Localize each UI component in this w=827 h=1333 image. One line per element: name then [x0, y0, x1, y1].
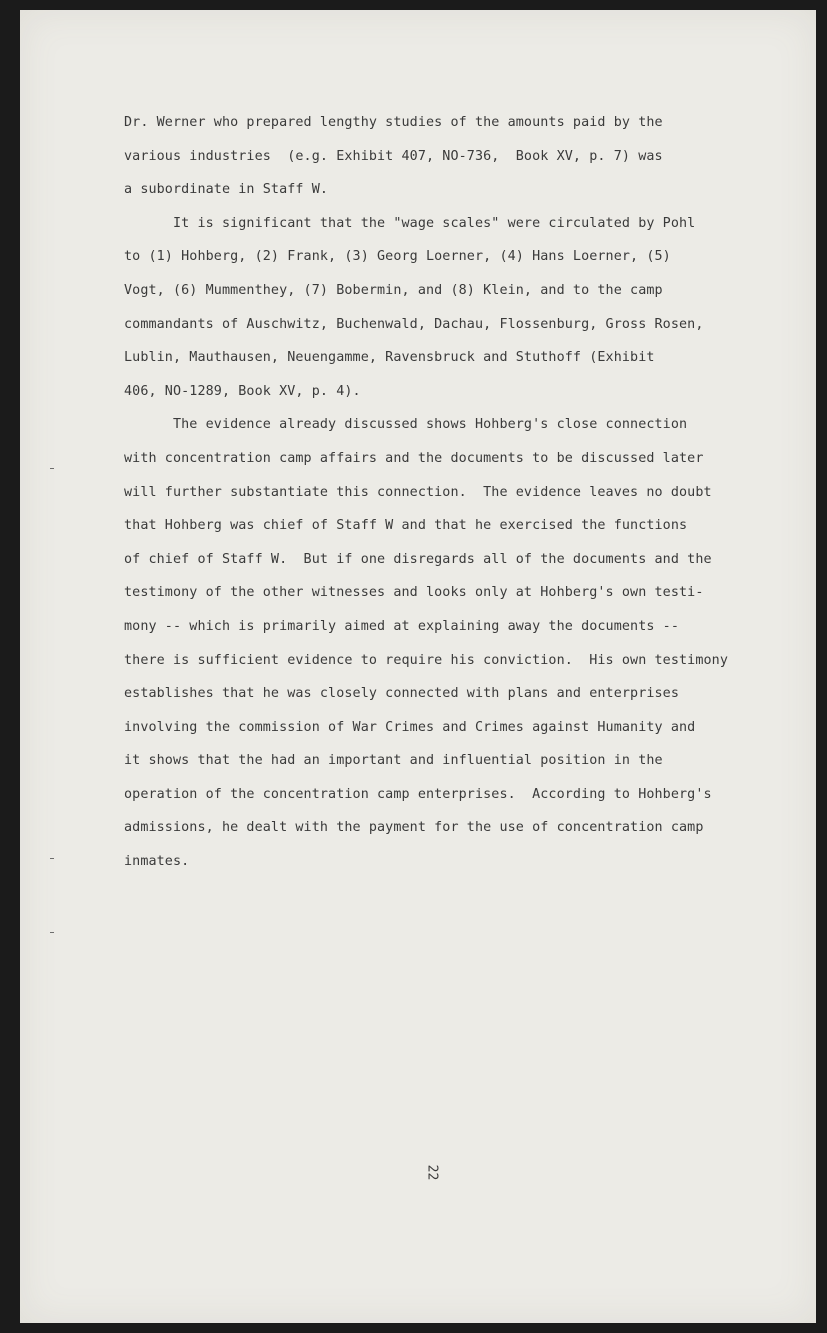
text-line: there is sufficient evidence to require his conviction. His own testimony	[124, 652, 728, 668]
margin-mark	[50, 468, 54, 469]
text-line: of chief of Staff W. But if one disregards all of the documents and the	[124, 551, 712, 567]
text-line: It is significant that the "wage scales" were circulated by Pohl	[124, 215, 696, 231]
text-line: admissions, he dealt with the payment for the use of concentration camp	[124, 820, 704, 836]
text-line: operation of the concentration camp enterprises. According to Hohberg's	[124, 786, 712, 802]
text-line: to (1) Hohberg, (2) Frank, (3) Georg Loerner, (4) Hans Loerner, (5)	[124, 249, 671, 265]
page-number: 22	[424, 1164, 440, 1181]
text-line: establishes that he was closely connected with plans and enterprises	[124, 686, 680, 702]
text-line: a subordinate in Staff W.	[124, 182, 329, 198]
text-line: that Hohberg was chief of Staff W and that he exercised the functions	[124, 518, 688, 534]
text-line: mony -- which is primarily aimed at explaining away the documents --	[124, 618, 680, 634]
text-line: testimony of the other witnesses and looks only at Hohberg's own testi-	[124, 585, 704, 601]
text-line: The evidence already discussed shows Hohberg's close connection	[124, 417, 688, 433]
text-line: Lublin, Mauthausen, Neuengamme, Ravensbruck and Stuthoff (Exhibit	[124, 350, 655, 366]
document-page	[20, 10, 816, 1323]
text-line: Dr. Werner who prepared lengthy studies of the amounts paid by the	[124, 115, 663, 130]
text-line: involving the commission of War Crimes and Crimes against Humanity and	[124, 719, 696, 735]
text-line: 406, NO-1289, Book XV, p. 4).	[124, 383, 361, 399]
text-line: inmates.	[124, 854, 190, 870]
text-line: will further substantiate this connection. The evidence leaves no doubt	[124, 484, 712, 500]
margin-mark	[50, 858, 54, 859]
margin-mark	[50, 932, 54, 933]
text-line: various industries (e.g. Exhibit 407, NO-736, Book XV, p. 7) was	[124, 148, 663, 164]
text-line: Vogt, (6) Mummenthey, (7) Bobermin, and (8) Klein, and to the camp	[124, 282, 663, 298]
text-line: it shows that the had an important and influential position in the	[124, 753, 663, 769]
body-text	[124, 106, 764, 879]
text-line: commandants of Auschwitz, Buchenwald, Dachau, Flossenburg, Gross Rosen,	[124, 316, 704, 332]
text-line: with concentration camp affairs and the documents to be discussed later	[124, 450, 704, 466]
